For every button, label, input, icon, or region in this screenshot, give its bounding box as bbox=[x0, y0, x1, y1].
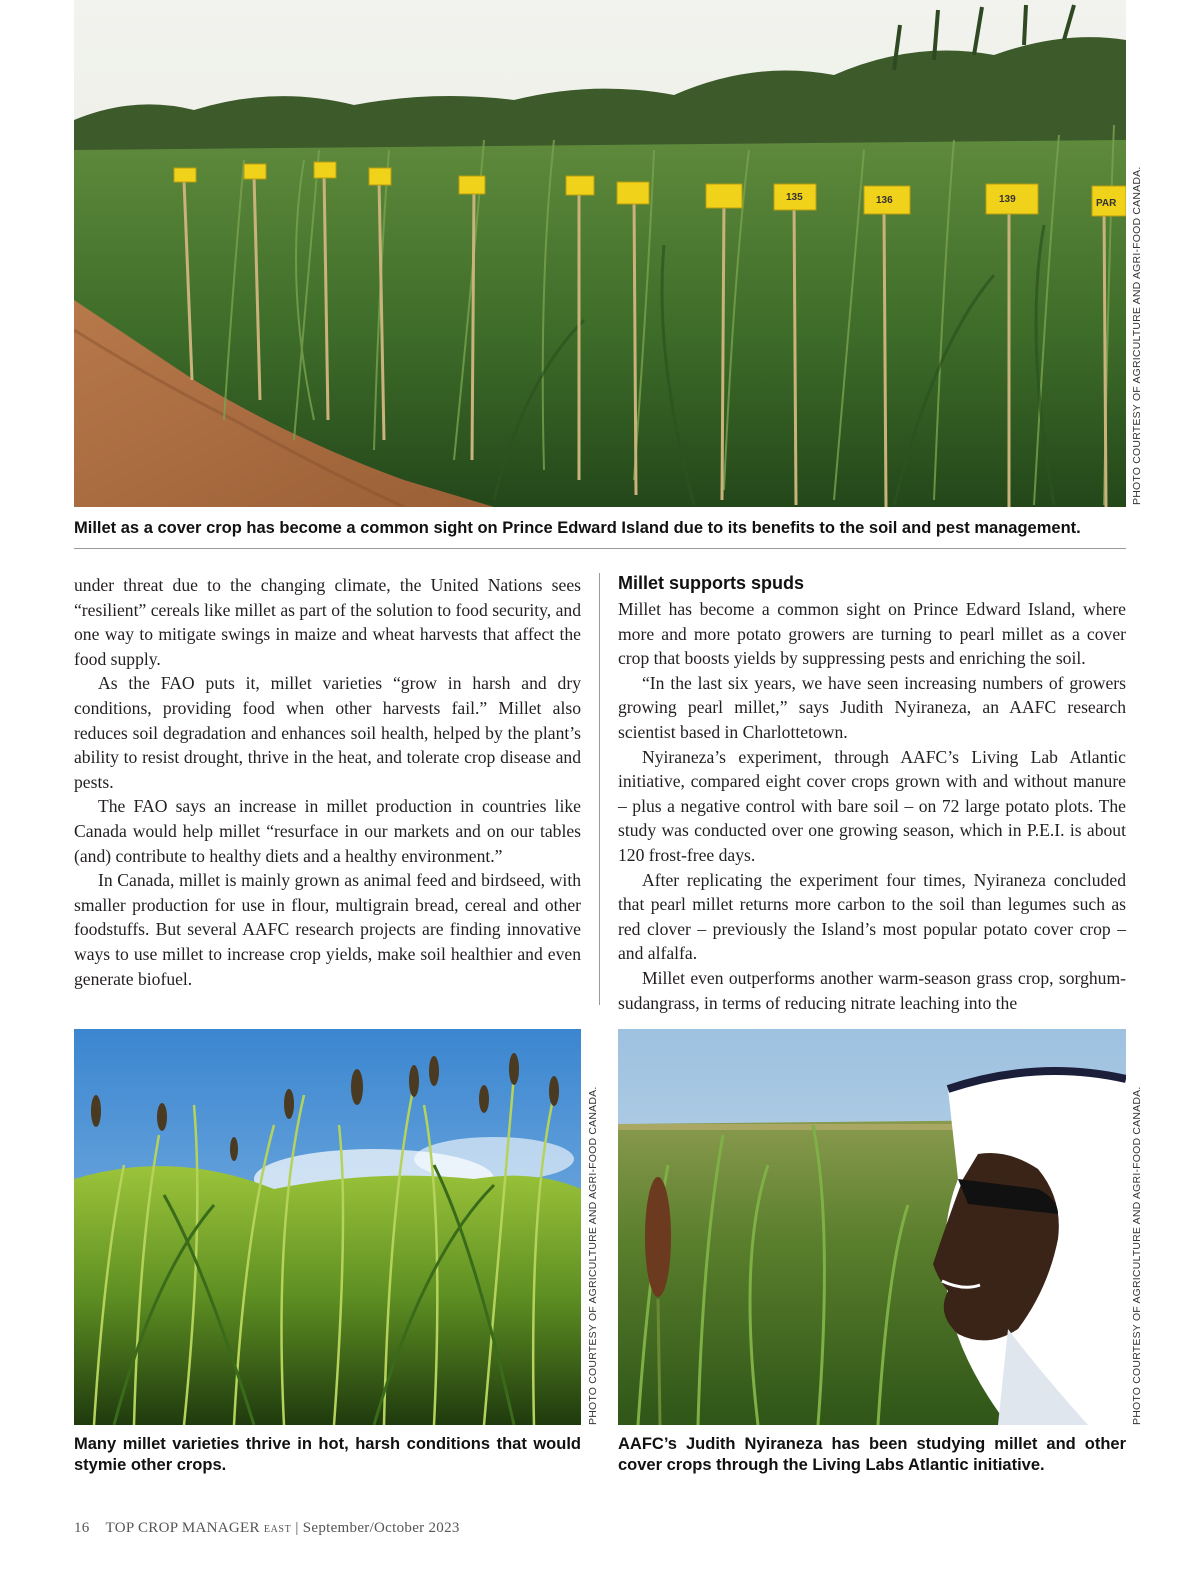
page-footer bbox=[74, 1520, 460, 1537]
right-paragraph-3: Nyiraneza’s experiment, through AAFC’s Living Lab Atlantic initiative, compared eight cover crops grown with and without manure – plus a negative control with bare soil – on 72 large potato plots. The study was conducted over one growing season, which in P.E.I. is about 120 frost-free days. bbox=[618, 746, 1126, 865]
bottom-left-photo-credit: PHOTO COURTESY OF AGRICULTURE AND AGRI-FOOD CANADA. bbox=[587, 1086, 599, 1425]
top-photo-millet-field bbox=[74, 0, 1126, 507]
left-paragraph-3: The FAO says an increase in millet production in countries like Canada would help millet “resurface in our markets and on our tables (and) contribute to healthy diets and a healthy environment.” bbox=[74, 796, 581, 866]
left-paragraph-4: In Canada, millet is mainly grown as animal feed and birdseed, with smaller production for use in flour, multigrain bread, cereal and other foodstuffs. But several AAFC research projects are finding innovative ways to use millet to increase crop yields, make soil healthier and even generate biofuel. bbox=[74, 870, 581, 989]
top-photo-credit: PHOTO COURTESY OF AGRICULTURE AND AGRI-FOOD CANADA. bbox=[1131, 166, 1143, 505]
right-column bbox=[618, 571, 1126, 1015]
caption-divider bbox=[74, 548, 1126, 549]
left-column bbox=[74, 573, 581, 991]
bottom-right-photo-researcher bbox=[618, 1029, 1126, 1425]
column-divider bbox=[599, 573, 600, 1005]
plot-tag-label: PAR bbox=[1096, 198, 1117, 209]
bottom-left-photo-caption: Many millet varieties thrive in hot, harsh conditions that would stymie other crops. bbox=[74, 1435, 581, 1474]
plot-tag-label: 136 bbox=[876, 195, 893, 206]
issue-date: September/October 2023 bbox=[302, 1520, 460, 1536]
footer-separator: | bbox=[295, 1520, 299, 1536]
page-number: 16 bbox=[74, 1520, 90, 1536]
right-paragraph-5: Millet even outperforms another warm-season grass crop, sorghum-sudangrass, in terms of reducing nitrate leaching into the bbox=[618, 967, 1126, 1013]
left-paragraph-1: under threat due to the changing climate, the United Nations sees “resilient” cereals like millet as part of the solution to food security, and one way to mitigate swings in maize and wheat harvests that affect the food supply. bbox=[74, 575, 581, 669]
millet-field-illustration bbox=[74, 0, 1126, 507]
right-paragraph-4: After replicating the experiment four times, Nyiraneza concluded that pearl millet returns more carbon to the soil than legumes such as red clover – previously the Island’s most popular potato cover crop – and alfalfa. bbox=[618, 869, 1126, 964]
magazine-edition: EAST bbox=[263, 1524, 292, 1535]
left-paragraph-2: As the FAO puts it, millet varieties “grow in harsh and dry conditions, providing food when other harvests fail.” Millet also reduces soil degradation and enhances soil health, helped by the plant’s ability to resist drought, thrive in the heat, and tolerate crop disease and pests. bbox=[74, 673, 581, 792]
bottom-left-photo-millet-heads bbox=[74, 1029, 581, 1425]
magazine-name: TOP CROP MANAGER bbox=[105, 1520, 260, 1536]
bottom-right-photo-credit: PHOTO COURTESY OF AGRICULTURE AND AGRI-FOOD CANADA. bbox=[1131, 1086, 1143, 1425]
right-paragraph-1: Millet has become a common sight on Prince Edward Island, where more and more potato growers are turning to pearl millet as a cover crop that boosts yields by suppressing pests and enriching the soil. bbox=[618, 599, 1126, 669]
researcher-illustration bbox=[618, 1029, 1126, 1425]
section-heading: Millet supports spuds bbox=[618, 573, 805, 593]
millet-heads-illustration bbox=[74, 1029, 581, 1425]
plot-tag-label: 139 bbox=[999, 194, 1016, 205]
bottom-right-photo-caption: AAFC’s Judith Nyiraneza has been studying millet and other cover crops through the Living Labs Atlantic initiative. bbox=[618, 1435, 1126, 1474]
right-paragraph-2: “In the last six years, we have seen increasing numbers of growers growing pearl millet,” says Judith Nyiraneza, an AAFC research scientist based in Charlottetown. bbox=[618, 672, 1126, 742]
plot-tag-label: 135 bbox=[786, 192, 803, 203]
top-photo-caption: Millet as a cover crop has become a common sight on Prince Edward Island due to its benefits to the soil and pest management. bbox=[74, 519, 1081, 537]
